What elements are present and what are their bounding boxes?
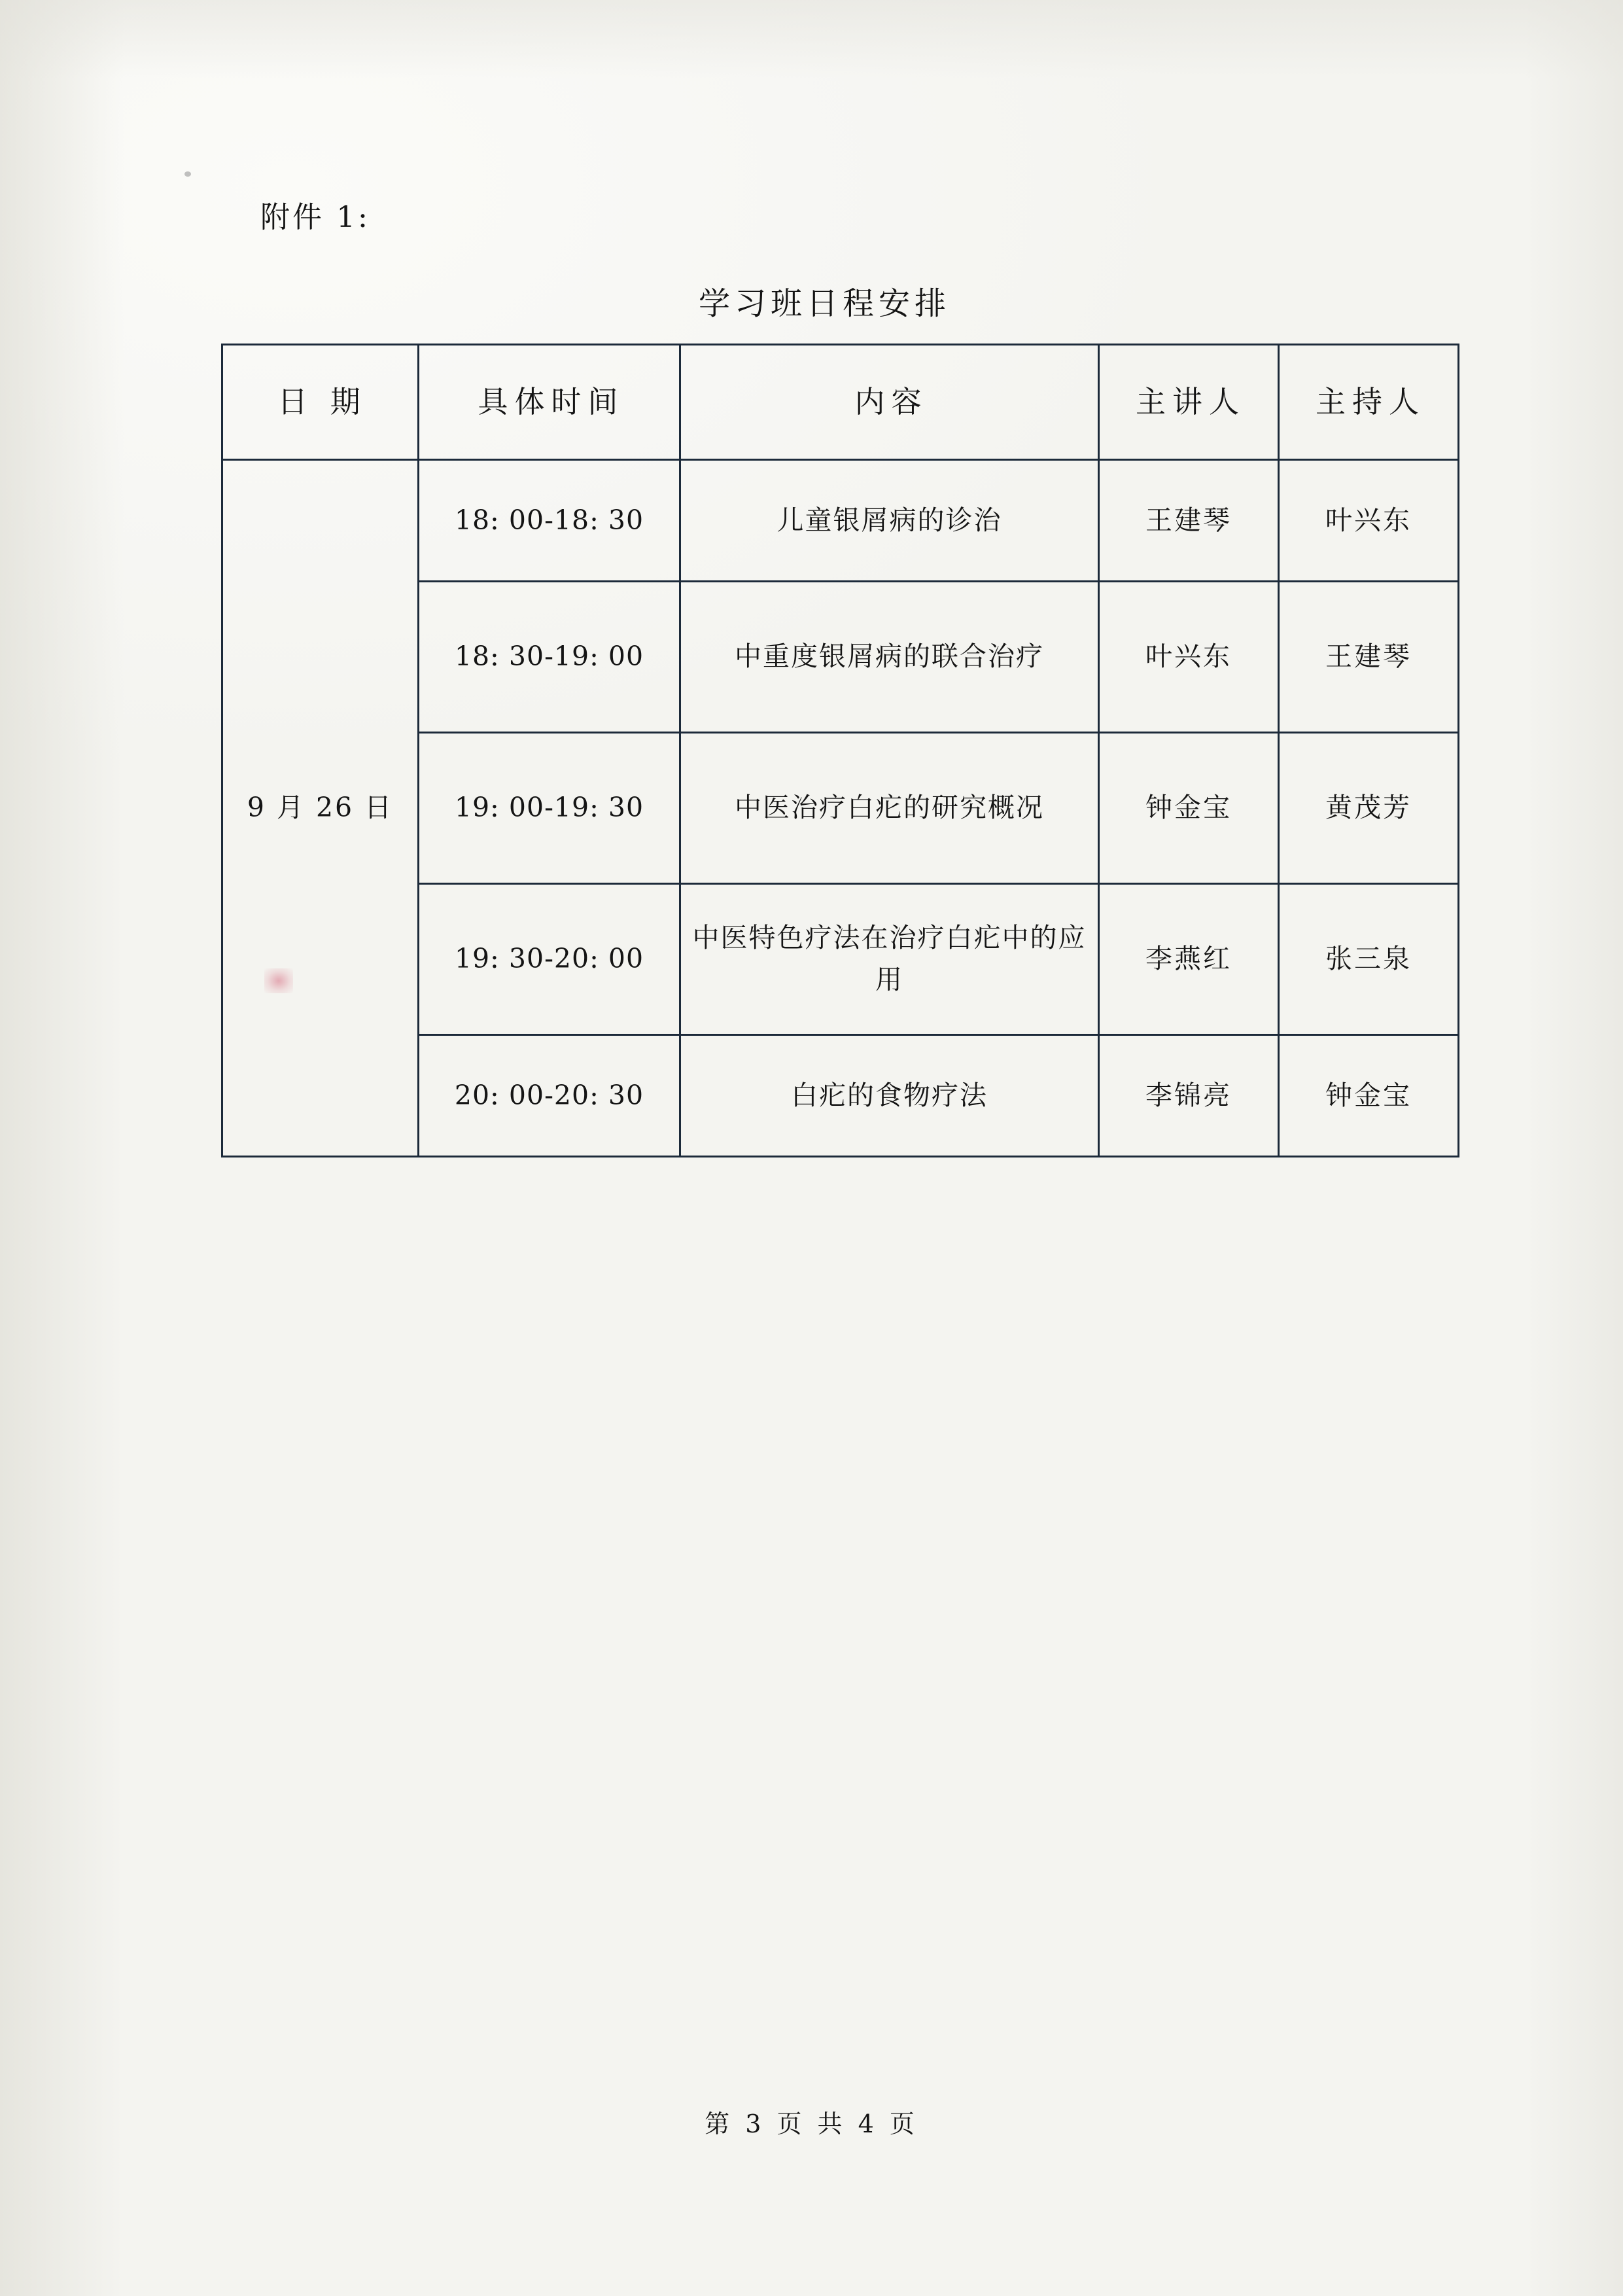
row-content: 儿童银屑病的诊治 xyxy=(680,460,1099,582)
row-speaker: 钟金宝 xyxy=(1099,733,1279,884)
scan-shadow-top xyxy=(0,0,1623,79)
page-title: 学习班日程安排 xyxy=(698,285,951,322)
row-content: 白疕的食物疗法 xyxy=(680,1035,1099,1157)
row-speaker: 李燕红 xyxy=(1099,884,1279,1035)
row-time: 18: 30-19: 00 xyxy=(419,582,680,733)
row-content: 中医特色疗法在治疗白疕中的应用 xyxy=(680,884,1099,1035)
column-header-date: 日 期 xyxy=(222,345,419,460)
scan-shadow-right xyxy=(1525,0,1623,2296)
schedule-date-cell: 9 月 26 日 xyxy=(222,460,419,1157)
column-header-host: 主持人 xyxy=(1279,345,1459,460)
table-row xyxy=(222,460,1459,582)
row-content: 中重度银屑病的联合治疗 xyxy=(680,582,1099,733)
column-header-time: 具体时间 xyxy=(419,345,680,460)
scan-speck xyxy=(184,171,191,177)
row-time: 20: 00-20: 30 xyxy=(419,1035,680,1157)
row-time: 18: 00-18: 30 xyxy=(419,460,680,582)
column-header-content: 内容 xyxy=(680,345,1099,460)
schedule-table xyxy=(221,344,1459,1157)
row-host: 张三泉 xyxy=(1279,884,1459,1035)
row-host: 叶兴东 xyxy=(1279,460,1459,582)
page-footer: 第 3 页 共 4 页 xyxy=(705,2110,918,2138)
row-speaker: 叶兴东 xyxy=(1099,582,1279,733)
row-content: 中医治疗白疕的研究概况 xyxy=(680,733,1099,884)
column-header-speaker: 主讲人 xyxy=(1099,345,1279,460)
row-time: 19: 00-19: 30 xyxy=(419,733,680,884)
row-host: 黄茂芳 xyxy=(1279,733,1459,884)
table-header-row xyxy=(222,345,1459,460)
row-time: 19: 30-20: 00 xyxy=(419,884,680,1035)
row-host: 钟金宝 xyxy=(1279,1035,1459,1157)
attachment-label: 附件 1: xyxy=(260,200,371,234)
row-speaker: 李锦亮 xyxy=(1099,1035,1279,1157)
row-speaker: 王建琴 xyxy=(1099,460,1279,582)
scan-shadow-left xyxy=(0,0,124,2296)
row-host: 王建琴 xyxy=(1279,582,1459,733)
